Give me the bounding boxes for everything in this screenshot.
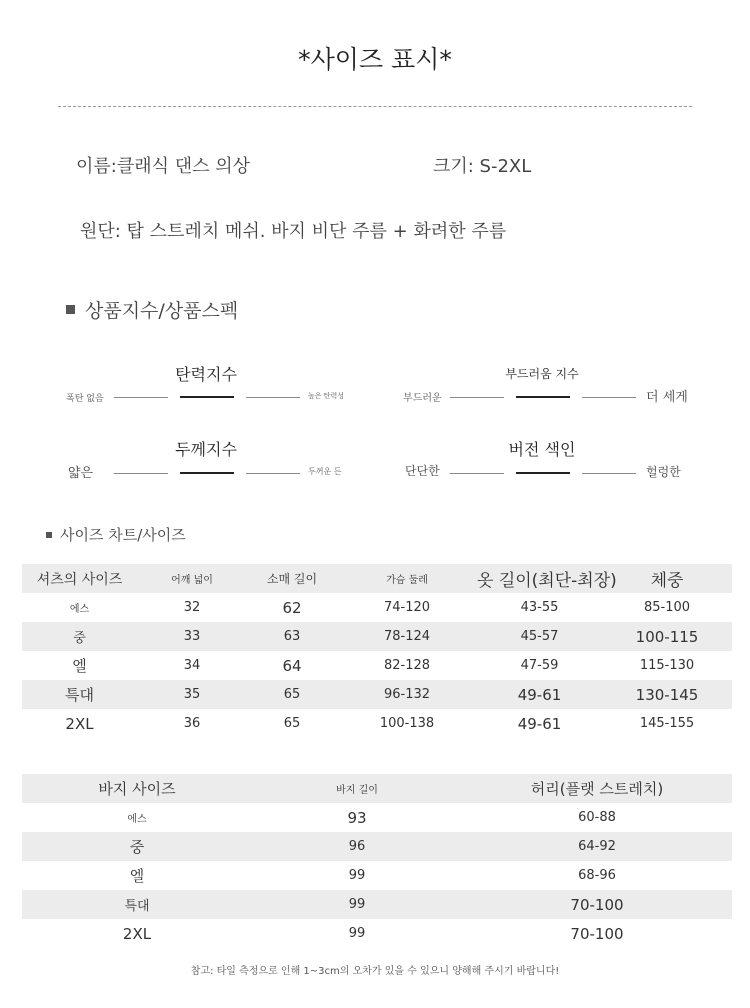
scale-left-label-elasticity: 폭탄 없음	[66, 394, 104, 404]
table-cell: 엘	[72, 657, 87, 675]
table-cell: 78-124	[383, 629, 431, 644]
scale-segment	[582, 473, 636, 474]
table-cell: 93	[347, 808, 367, 827]
table-cell: 82-128	[383, 658, 431, 673]
table-cell: 64-92	[578, 839, 616, 854]
scale-title-softness: 부드러움 지수	[505, 367, 579, 381]
table-row	[22, 832, 732, 861]
table-cell: 130-145	[635, 685, 699, 704]
chart-section-heading	[46, 524, 186, 545]
scale-segment-active	[180, 472, 234, 474]
dashed-divider	[58, 106, 692, 107]
table-cell: 63	[283, 629, 301, 644]
table-row	[22, 593, 732, 622]
shirt-size-table	[22, 564, 732, 738]
scale-title-thickness: 두께지수	[175, 440, 237, 459]
table-cell: 43-55	[520, 600, 559, 615]
table-header-cell: 바지 길이	[336, 785, 378, 796]
table-row	[22, 709, 732, 738]
spec-section-heading	[66, 296, 238, 323]
table-cell: 36	[183, 716, 201, 731]
table-cell: 2XL	[65, 714, 94, 733]
measurement-note: 참고: 타일 측정으로 인해 1~3cm의 오차가 있을 수 있으니 양해해 주시기 바랍니다!	[190, 966, 560, 977]
scale-segment	[246, 473, 300, 474]
table-header-cell: 소매 길이	[266, 572, 318, 586]
table-cell: 85-100	[643, 600, 691, 615]
table-cell: 에스	[127, 814, 147, 825]
table-cell: 100-138	[379, 716, 435, 731]
table-cell: 49-61	[517, 685, 562, 704]
product-fabric: 원단: 탑 스트레치 메쉬. 바지 비단 주름 + 화려한 주름	[80, 221, 507, 242]
square-bullet-icon	[46, 532, 52, 538]
table-header-cell: 셔츠의 사이즈	[36, 571, 123, 588]
scale-left-label-softness: 부드러운	[403, 393, 442, 404]
table-row	[22, 890, 732, 919]
table-cell: 특대	[65, 686, 94, 704]
table-cell: 특대	[124, 899, 150, 914]
table-cell: 60-88	[578, 810, 616, 825]
table-row	[22, 803, 732, 832]
table-cell: 74-120	[383, 600, 431, 615]
spec-section-heading-text: 상품지수/상품스펙	[85, 300, 239, 322]
scale-segment	[450, 473, 504, 474]
table-header-row	[22, 564, 732, 593]
table-cell: 33	[183, 629, 201, 644]
scale-segment-active	[180, 396, 234, 398]
table-cell: 65	[283, 716, 301, 731]
table-cell: 70-100	[570, 924, 624, 943]
scale-title-elasticity: 탄력지수	[175, 365, 237, 384]
table-cell: 100-115	[635, 627, 699, 646]
table-cell: 에스	[69, 604, 90, 615]
scale-right-label-softness: 더 세게	[646, 390, 688, 405]
table-cell: 중	[129, 838, 145, 856]
table-cell: 2XL	[122, 924, 152, 943]
scale-segment	[114, 397, 168, 398]
table-cell: 65	[283, 687, 301, 702]
table-header-cell: 어깨 넓이	[171, 575, 213, 586]
table-cell: 중	[73, 631, 86, 646]
scale-segment	[246, 397, 300, 398]
scale-segment-active	[516, 396, 570, 398]
product-size-range: 크기: S-2XL	[433, 156, 532, 177]
scale-title-fit: 버전 색인	[508, 440, 576, 459]
scale-segment-active	[516, 472, 570, 474]
table-cell: 99	[348, 897, 366, 912]
scale-segment	[450, 397, 504, 398]
table-cell: 35	[183, 687, 201, 702]
table-cell: 32	[183, 600, 201, 615]
table-header-cell: 가슴 둘레	[386, 575, 428, 586]
table-header-row	[22, 774, 732, 803]
scale-right-label-elasticity: 높은 탄력성	[308, 392, 345, 400]
table-cell: 엘	[129, 867, 145, 885]
scale-segment	[114, 473, 168, 474]
table-row	[22, 861, 732, 890]
table-cell: 49-61	[517, 714, 562, 733]
scale-right-label-thickness: 두꺼운 든	[308, 467, 342, 476]
chart-section-heading-text: 사이즈 차트/사이즈	[60, 526, 186, 544]
table-cell: 34	[183, 658, 201, 673]
pants-size-table	[22, 774, 732, 948]
scale-right-label-fit: 헐렁한	[646, 465, 681, 479]
table-cell: 115-130	[639, 658, 695, 673]
table-cell: 70-100	[570, 895, 624, 914]
page-title: *사이즈 표시*	[298, 45, 452, 74]
table-cell: 62	[282, 598, 302, 617]
scale-left-label-fit: 단단한	[405, 464, 440, 478]
table-row	[22, 680, 732, 709]
scale-segment	[582, 397, 636, 398]
table-row	[22, 919, 732, 948]
table-cell: 47-59	[520, 658, 559, 673]
table-cell: 99	[348, 868, 366, 883]
table-cell: 68-96	[578, 868, 616, 883]
table-header-cell: 허리(플랫 스트레치)	[530, 780, 664, 798]
table-header-cell: 옷 길이(최단-최장)	[477, 571, 617, 591]
product-name: 이름:클래식 댄스 의상	[76, 156, 250, 177]
table-row	[22, 622, 732, 651]
table-cell: 96	[348, 839, 366, 854]
scale-left-label-thickness: 얇은	[68, 466, 94, 481]
table-cell: 99	[348, 926, 366, 941]
table-row	[22, 651, 732, 680]
square-bullet-icon	[66, 305, 75, 314]
table-cell: 145-155	[639, 716, 695, 731]
table-header-cell: 체중	[650, 571, 684, 591]
table-cell: 45-57	[520, 629, 559, 644]
table-cell: 96-132	[383, 687, 431, 702]
table-cell: 64	[282, 656, 302, 675]
table-header-cell: 바지 사이즈	[98, 780, 176, 798]
